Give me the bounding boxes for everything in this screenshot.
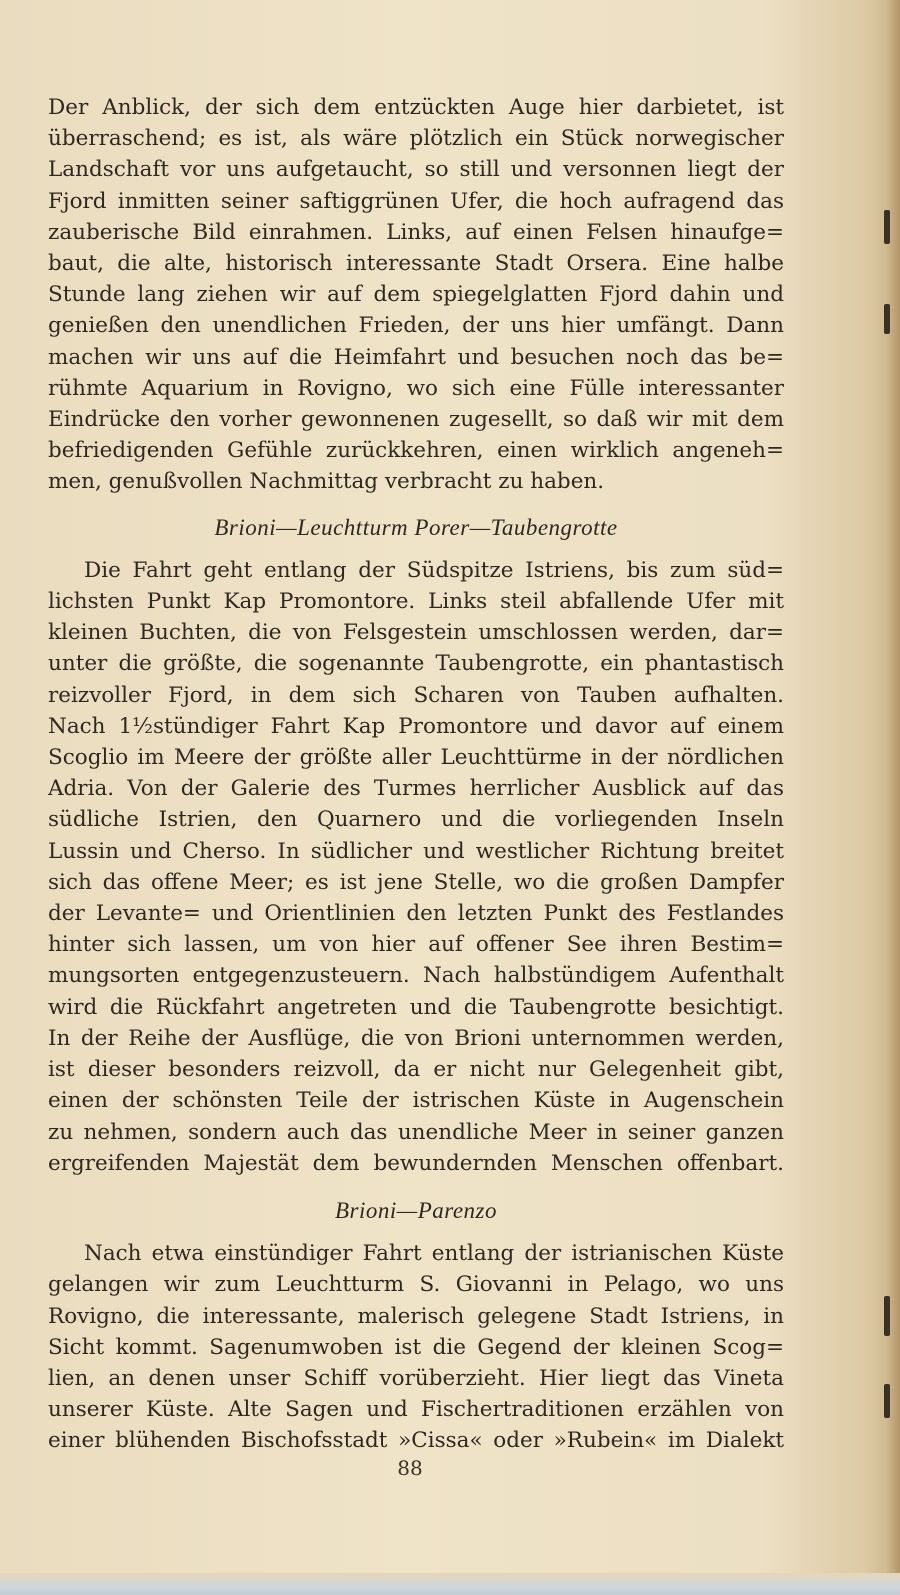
text-line: südliche Istrien, den Quarnero und die vorliegenden Inseln xyxy=(48,807,784,833)
text-line: mungsorten entgegenzusteuern. Nach halbstündigem Aufenthalt xyxy=(48,963,784,989)
margin-mark xyxy=(884,304,890,334)
text-line: gelangen wir zum Leuchtturm S. Giovanni in Pelago, wo uns xyxy=(48,1272,784,1298)
text-line: Rovigno, die interessante, malerisch gelegene Stadt Istriens, in xyxy=(48,1303,784,1329)
section-heading-porer: Brioni—Leuchtturm Porer—Taubengrotte xyxy=(214,514,618,540)
text-line: lien, an denen unser Schiff vorüberzieht. Hier liegt das Vineta xyxy=(48,1365,784,1391)
text-line: einer blühenden Bischofsstadt »Cissa« oder »Rubein« im Dialekt xyxy=(48,1428,784,1454)
margin-mark xyxy=(884,1296,890,1336)
text-line: Sicht kommt. Sagenumwoben ist die Gegend der kleinen Scog= xyxy=(48,1334,784,1360)
page-number: 88 xyxy=(397,1456,423,1480)
margin-mark xyxy=(884,210,890,244)
text-line: Lussin und Cherso. In südlicher und westlicher Richtung breitet xyxy=(48,838,784,864)
text-line: zu nehmen, sondern auch das unendliche Meer in seiner ganzen xyxy=(48,1119,784,1145)
text-line: Scoglio im Meere der größte aller Leuchttürme in der nördlichen xyxy=(48,745,784,771)
paragraph-orsera xyxy=(48,92,784,498)
text-line: men, genußvollen Nachmittag verbracht zu haben. xyxy=(48,469,605,495)
text-line: zauberische Bild einrahmen. Links, auf einen Felsen hinaufge= xyxy=(48,219,784,245)
text-line: Die Fahrt geht entlang der Südspitze Istriens, bis zum süd= xyxy=(84,557,784,583)
text-line: machen wir uns auf die Heimfahrt und besuchen noch das be= xyxy=(48,344,784,370)
scan-bottom-edge xyxy=(0,1573,900,1595)
text-line: ergreifenden Majestät dem bewundernden Menschen offenbart. xyxy=(48,1150,784,1176)
text-line: wird die Rückfahrt angetreten und die Taubengrotte besichtigt. xyxy=(48,994,784,1020)
page-text xyxy=(48,92,784,1457)
text-line: ist dieser besonders reizvoll, da er nicht nur Gelegenheit gibt, xyxy=(48,1057,784,1083)
text-line: sich das offene Meer; es ist jene Stelle, wo die großen Dampfer xyxy=(48,869,784,895)
text-line: reizvoller Fjord, in dem sich Scharen von Tauben aufhalten. xyxy=(48,682,784,708)
text-line: unter die größte, die sogenannte Taubengrotte, ein phantastisch xyxy=(48,651,784,677)
text-line: Nach 1½stündiger Fahrt Kap Promontore und davor auf einem xyxy=(48,713,784,739)
text-line: unserer Küste. Alte Sagen und Fischertraditionen erzählen von xyxy=(48,1397,784,1423)
text-line: Der Anblick, der sich dem entzückten Auge hier darbietet, ist xyxy=(48,95,784,120)
text-line: einen der schönsten Teile der istrischen Küste in Augenschein xyxy=(48,1088,784,1114)
paragraph-porer xyxy=(48,555,784,1179)
paragraph-parenzo xyxy=(48,1238,784,1456)
text-line: befriedigenden Gefühle zurückkehren, einen wirklich angeneh= xyxy=(48,438,784,464)
text-line: genießen den unendlichen Frieden, der uns hier umfängt. Dann xyxy=(48,313,784,339)
text-line: baut, die alte, historisch interessante Stadt Orsera. Eine halbe xyxy=(48,251,784,277)
section-heading-parenzo: Brioni—Parenzo xyxy=(334,1197,498,1223)
text-line: lichsten Punkt Kap Promontore. Links steil abfallende Ufer mit xyxy=(48,589,784,615)
text-line: Landschaft vor uns aufgetaucht, so still und versonnen liegt der xyxy=(48,157,784,183)
text-line: hinter sich lassen, um von hier auf offener See ihren Bestim= xyxy=(48,932,784,958)
text-line: Nach etwa einstündiger Fahrt entlang der istrianischen Küste xyxy=(84,1241,784,1267)
text-line: kleinen Buchten, die von Felsgestein umschlossen werden, dar= xyxy=(48,620,784,646)
text-line: Eindrücke den vorher gewonnenen zugesellt, so daß wir mit dem xyxy=(48,407,784,433)
margin-mark xyxy=(884,1384,890,1418)
text-line: Fjord inmitten seiner saftiggrünen Ufer, die hoch aufragend das xyxy=(48,188,784,214)
text-line: In der Reihe der Ausflüge, die von Brioni unternommen werden, xyxy=(48,1025,784,1051)
text-line: überraschend; es ist, als wäre plötzlich ein Stück norwegischer xyxy=(48,126,784,152)
text-line: der Levante= und Orientlinien den letzten Punkt des Festlandes xyxy=(48,901,784,927)
text-line: Adria. Von der Galerie des Turmes herrlicher Ausblick auf das xyxy=(48,776,784,802)
text-line: rühmte Aquarium in Rovigno, wo sich eine Fülle interessanter xyxy=(48,375,784,401)
text-line: Stunde lang ziehen wir auf dem spiegelglatten Fjord dahin und xyxy=(48,282,784,308)
